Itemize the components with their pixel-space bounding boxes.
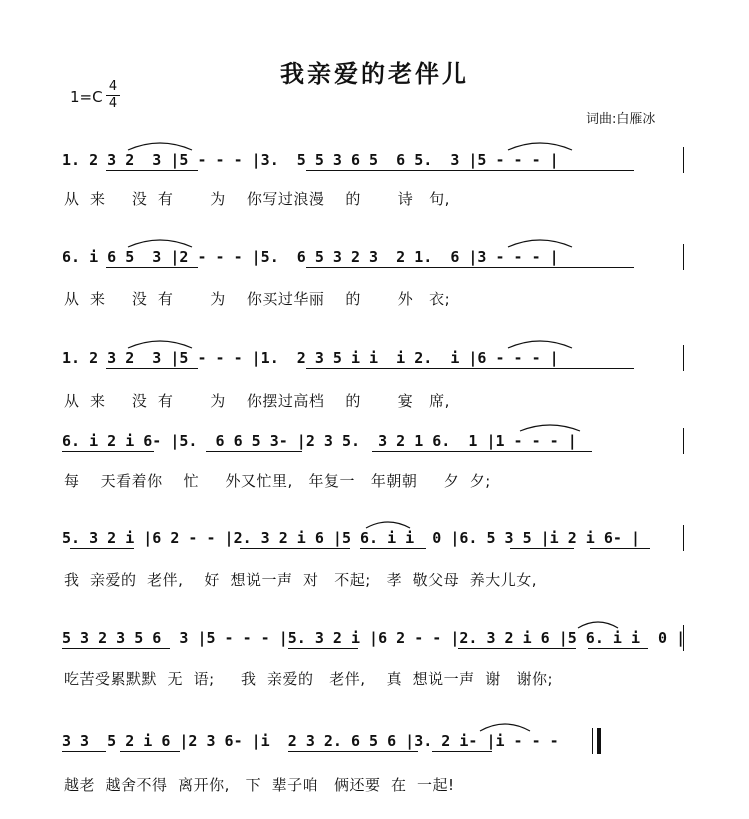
notation-line-3: 1. 2 3 2 3 |5 - - - |1. 2 3 5 i i i 2. i |6 - - - | [62,349,559,367]
time-signature-bottom: 4 [108,96,118,111]
beam-lines-1 [62,170,688,178]
beam-lines-5 [62,548,688,556]
beam-lines-6 [62,648,688,656]
barline [683,345,684,371]
notation-line-6: 5 3 2 3 5 6 3 |5 - - - |5. 3 2 i |6 2 - - |2. 3 2 i 6 |5 6. i i 0 | [62,629,686,647]
beam-lines-2 [62,267,688,275]
lyrics-line-6: 吃苦受累默默 无 语; 我 亲爱的 老伴, 真 想说一声 谢 谢你; [64,670,554,688]
time-signature [106,80,120,111]
notation-line-7: 3 3 5 2 i 6 |2 3 6- |i 2 3 2. 6 5 6 |3. 2 i- |i - - - [62,732,568,750]
final-barline-thin [592,728,593,754]
barline [683,525,684,551]
lyrics-line-7: 越老 越舍不得 离开你, 下 辈子咱 俩还要 在 一起! [64,776,455,794]
key-signature: 1=C [70,88,103,106]
final-barline-thick [597,728,601,754]
lyrics-line-2: 从 来 没 有 为 你买过华丽 的 外 衣; [64,290,451,308]
notation-line-1: 1. 2 3 2 3 |5 - - - |3. 5 5 3 6 5 6 5. 3 |5 - - - | [62,151,559,169]
barline [683,244,684,270]
notation-line-5: 5. 3 2 i |6 2 - - |2. 3 2 i 6 |5 6. i i 0 |6. 5 3 5 |i 2 i 6- | [62,529,640,547]
lyrics-line-5: 我 亲爱的 老伴, 好 想说一声 对 不起; 孝 敬父母 养大儿女, [64,571,537,589]
time-signature-top: 4 [108,79,118,94]
notation-line-4: 6. i 2 i 6- |5. 6 6 5 3- |2 3 5. 3 2 1 6. 1 |1 - - - | [62,432,577,450]
barline [683,625,684,651]
composer-credit: 词曲:白雁冰 [586,112,656,127]
barline [683,147,684,173]
lyrics-line-1: 从 来 没 有 为 你写过浪漫 的 诗 句, [64,190,450,208]
song-title: 我亲爱的老伴儿 [280,59,469,88]
barline [683,428,684,454]
lyrics-line-4: 每 天看着你 忙 外又忙里, 年复一 年朝朝 夕 夕; [64,472,491,490]
lyrics-line-3: 从 来 没 有 为 你摆过高档 的 宴 席, [64,392,450,410]
beam-lines-7 [62,751,688,759]
beam-lines-3 [62,368,688,376]
notation-line-2: 6. i 6 5 3 |2 - - - |5. 6 5 3 2 3 2 1. 6 |3 - - - | [62,248,559,266]
beam-lines-4 [62,451,688,459]
